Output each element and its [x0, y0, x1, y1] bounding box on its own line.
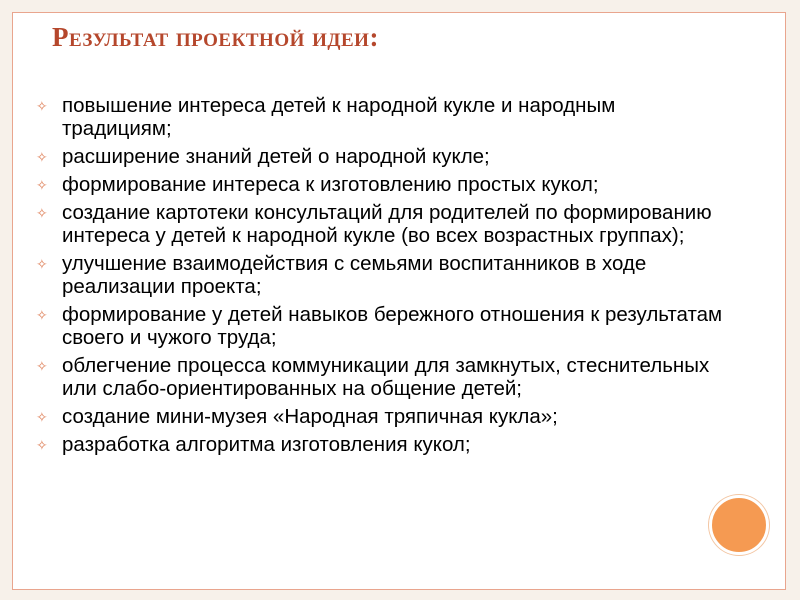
bullet-text: формирование интереса к изготовлению простых кукол;	[62, 173, 599, 196]
bullet-text: разработка алгоритма изготовления кукол;	[62, 433, 471, 456]
bullet-star-icon: ✧	[36, 177, 48, 193]
bullet-item	[36, 433, 726, 456]
bullet-star-icon: ✧	[36, 149, 48, 165]
bullet-text: облегчение процесса коммуникации для замкнутых, стеснительных или слабо-ориентированных на общение детей;	[62, 354, 710, 400]
bullet-star-icon: ✧	[36, 358, 48, 374]
bullet-text: создание картотеки консультаций для родителей по формированию интереса у детей к народной кукле (во всех возрастных группах);	[62, 201, 712, 247]
bullet-item	[36, 94, 726, 140]
bullet-star-icon: ✧	[36, 256, 48, 272]
bullet-item	[36, 303, 726, 349]
bullet-text: улучшение взаимодействия с семьями воспитанников в ходе реализации проекта;	[62, 252, 647, 298]
bullet-item	[36, 354, 726, 400]
bullet-list	[36, 94, 726, 461]
bullet-star-icon: ✧	[36, 437, 48, 453]
bullet-star-icon: ✧	[36, 205, 48, 221]
bullet-star-icon: ✧	[36, 409, 48, 425]
bullet-text: формирование у детей навыков бережного отношения к результатам своего и чужого труда;	[62, 303, 723, 349]
bullet-item	[36, 405, 726, 428]
bullet-star-icon: ✧	[36, 98, 48, 114]
bullet-item	[36, 173, 726, 196]
bullet-text: повышение интереса детей к народной кукле и народным традициям;	[62, 94, 616, 140]
bullet-text: создание мини-музея «Народная тряпичная кукла»;	[62, 405, 558, 428]
bullet-item	[36, 145, 726, 168]
orange-circle-decoration	[709, 495, 769, 555]
bullet-item	[36, 201, 726, 247]
bullet-star-icon: ✧	[36, 307, 48, 323]
bullet-text: расширение знаний детей о народной кукле;	[62, 145, 490, 168]
bullet-item	[36, 252, 726, 298]
slide-title: Результат проектной идеи:	[52, 22, 379, 52]
